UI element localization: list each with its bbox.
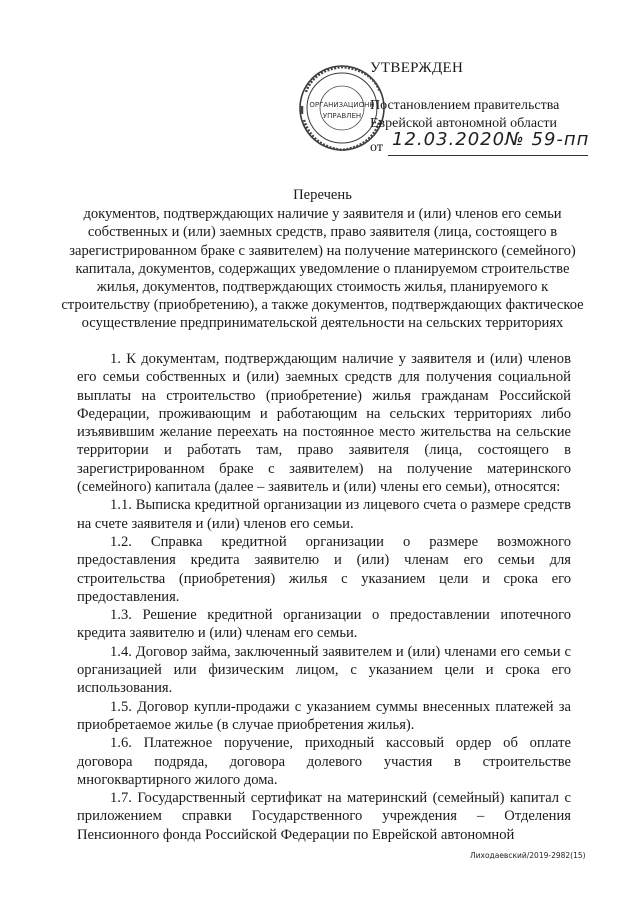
approval-line-3-prefix: от — [370, 140, 383, 155]
document-heading: Перечень — [293, 187, 352, 203]
document-title-block — [60, 186, 585, 333]
approved-heading: УТВЕРЖДЕН — [370, 60, 464, 76]
document-body — [77, 350, 571, 844]
paragraph-1-1: 1.1. Выписка кредитной организации из лицевого счета о размере средств на счете заявителя и (или) членов его семьи. — [77, 497, 571, 532]
paragraph-1-6: 1.6. Платежное поручение, приходный кассовый ордер об оплате договора подряда, договора долевого участия в строительстве многоквартирного жилого дома. — [77, 735, 571, 788]
approval-line-2: Еврейской автономной области — [370, 116, 557, 131]
paragraph-1: 1. К документам, подтверждающим наличие у заявителя и (или) членов его семьи собственных и (или) заемных средств для получения социальной выплаты на строительство (приобретение) жилья гражданам Российской Федерации, проживающим и работающим на сельских территориях либо изъявившим желание переехать на постоянное место жительства на сельские территории и работать там, право заявителя (лица, состоящего в зарегистрированном браке с заявителем) на получение материнского (семейного) капитала (далее – заявитель и (или) члены его семьи), относятся: — [77, 351, 571, 496]
paragraph-1-5: 1.5. Договор купли-продажи с указанием суммы внесенных платежей за приобретаемое жилье (в случае приобретения жилья). — [77, 698, 571, 733]
document-title-text: документов, подтверждающих наличие у заявителя и (или) членов его семьи собственных и (или) заемных средств, право заявителя (лица, состоящего в зарегистрированном браке с заявителем) на получение материнского (семейного) капитала, документов, содержащих уведомление о планируемом строительстве жилья, документов, подтверждающих стоимость жилья, планируемого к строительству (приобретению), а также документов, подтверждающих фактическое осуществление предпринимательской деятельности на сельских территориях — [61, 206, 584, 332]
signature-underline — [388, 155, 588, 156]
footer-reference: Лиходаевский/2019-2982(15) — [470, 851, 586, 860]
paragraph-1-7: 1.7. Государственный сертификат на материнский (семейный) капитал с приложением справки Государственного учреждения – Отделения Пенсионного фонда Российской Федерации по Еврейской автономной — [77, 790, 571, 843]
stamp-line-1: ОРГАНИЗАЦИОНН — [309, 101, 375, 109]
paragraph-1-3: 1.3. Решение кредитной организации о предоставлении ипотечного кредита заявителю и (или) членам его семьи. — [77, 607, 571, 642]
approval-line-1: Постановлением правительства — [370, 98, 560, 113]
paragraph-1-2: 1.2. Справка кредитной организации о размере возможного предоставления кредита заявителю и (или) членам его семьи для строительства (приобретения) жилья с указанием цели и срока его предоставления. — [77, 533, 571, 605]
paragraph-1-4: 1.4. Договор займа, заключенный заявителем и (или) членами его семьи с организацией или физическим лицом, с указанием цели и срока его использования. — [77, 643, 571, 697]
handwritten-date-number: 12.03.2020№ 59-пп — [392, 129, 590, 150]
stamp-line-2: УПРАВЛЕН — [322, 112, 362, 120]
